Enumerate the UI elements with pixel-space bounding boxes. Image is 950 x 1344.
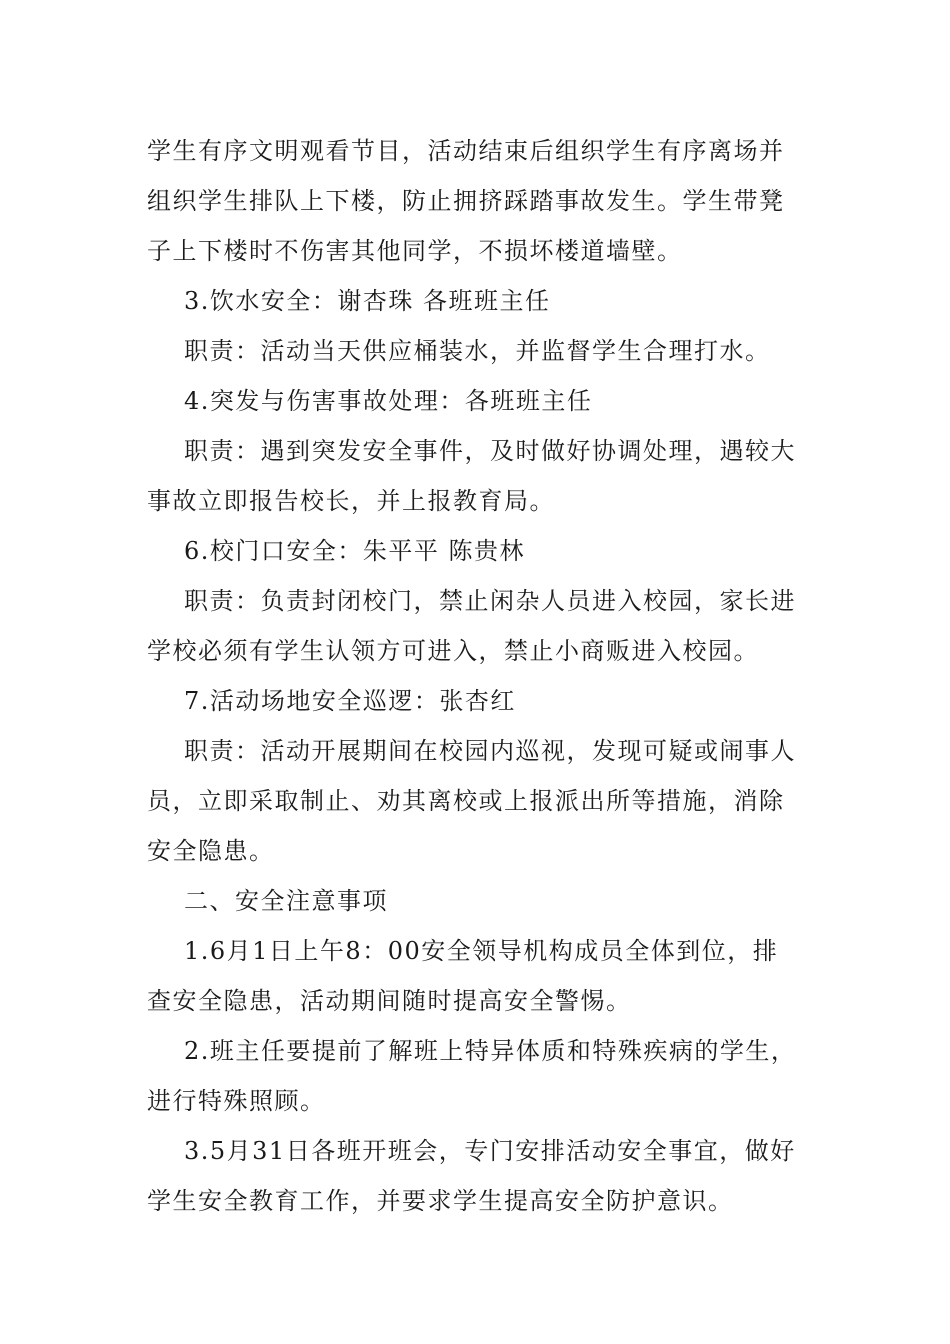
list-item: 3.5月31日各班开班会，专门安排活动安全事宜，做好 [184,1137,796,1165]
paragraph-line: 组织学生排队上下楼，防止拥挤踩踏事故发生。学生带凳 [147,187,785,215]
responsibility-line: 职责：遇到突发安全事件，及时做好协调处理，遇较大 [184,437,796,465]
paragraph-line: 安全隐患。 [147,837,275,865]
paragraph-line: 查安全隐患，活动期间随时提高安全警惕。 [147,987,632,1015]
paragraph-line: 学生有序文明观看节目，活动结束后组织学生有序离场并 [147,137,785,165]
responsibility-line: 职责：活动开展期间在校园内巡视，发现可疑或闹事人 [184,737,796,765]
section-heading-drinking-water: 3.饮水安全：谢杏珠 各班班主任 [184,287,551,315]
responsibility-line: 职责：负责封闭校门，禁止闲杂人员进入校园，家长进 [184,587,796,615]
list-item: 1.6月1日上午8：00安全领导机构成员全体到位，排 [184,937,779,965]
responsibility-line: 职责：活动当天供应桶装水，并监督学生合理打水。 [184,337,771,365]
paragraph-line: 事故立即报告校长，并上报教育局。 [147,487,555,515]
paragraph-line: 子上下楼时不伤害其他同学，不损坏楼道墙壁。 [147,237,683,265]
paragraph-line: 学校必须有学生认领方可进入，禁止小商贩进入校园。 [147,637,759,665]
paragraph-line: 学生安全教育工作，并要求学生提高安全防护意识。 [147,1187,734,1215]
paragraph-line: 进行特殊照顾。 [147,1087,326,1115]
section-title-safety-notes: 二、安全注意事项 [184,887,388,915]
section-heading-gate: 6.校门口安全：朱平平 陈贵林 [184,537,526,565]
paragraph-line: 员，立即采取制止、劝其离校或上报派出所等措施，消除 [147,787,785,815]
section-heading-patrol: 7.活动场地安全巡逻：张杏红 [184,687,516,715]
section-heading-emergency: 4.突发与伤害事故处理：各班班主任 [184,387,593,415]
list-item: 2.班主任要提前了解班上特异体质和特殊疾病的学生， [184,1037,797,1065]
